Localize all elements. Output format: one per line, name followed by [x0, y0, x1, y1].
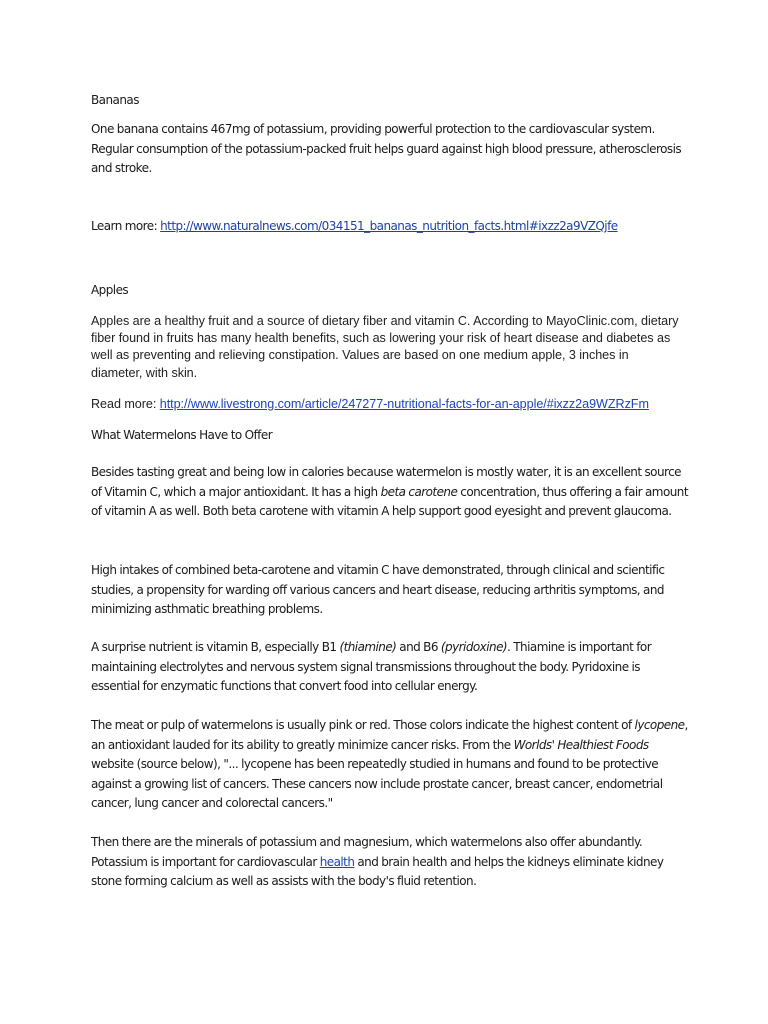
- text-span: Then there are the minerals of potassium and magnesium, which watermelons also offer abundantly. Potassium is important for cardiovascular: [91, 835, 643, 869]
- apples-paragraph: Apples are a healthy fruit and a source of dietary fiber and vitamin C. According to MayoClinic.com, dietary fiber found in fruits has many health benefits, such as lowering your risk of heart disease and diabetes as well as preventing and relieving constipation. Values are based on one medium apple, 3 inches in diameter, with skin.: [91, 314, 679, 380]
- italic-term: beta carotene: [380, 484, 458, 499]
- bananas-heading: Bananas: [91, 93, 139, 107]
- text-span: concentration, thus offering a fair amount of vitamin A as well. Both beta carotene with vitamin A help support good eyesight and prevent glaucoma.: [91, 484, 689, 519]
- italic-term: (thiamine): [339, 640, 397, 654]
- watermelons-paragraph-5: [91, 833, 691, 892]
- text-span: and B6: [396, 640, 441, 654]
- apples-read-more: [91, 396, 691, 413]
- text-span: and brain health and helps the kidneys eliminate kidney stone forming calcium as well as assists with the body's fluid retention.: [91, 854, 664, 889]
- apples-source-link[interactable]: http://www.livestrong.com/article/247277-nutritional-facts-for-an-apple/#ixzz2a9WZRzFm: [159, 397, 649, 411]
- text-span: , an antioxidant lauded for its ability to greatly minimize cancer risks. From the: [91, 718, 688, 752]
- bananas-learn-more: [91, 217, 691, 237]
- watermelons-paragraph-2: High intakes of combined beta-carotene and vitamin C have demonstrated, through clinical and scientific studies, a propensity for warding off various cancers and heart disease, reducing arthritis symptoms, and minimizing asthmatic breathing problems.: [91, 563, 665, 617]
- watermelons-paragraph-1: [91, 463, 691, 522]
- learn-more-label: Learn more:: [91, 219, 161, 233]
- text-span: A surprise nutrient is vitamin B, especially B1: [91, 640, 340, 654]
- italic-term: (pyridoxine): [440, 640, 508, 654]
- watermelons-paragraph-3: [91, 638, 691, 697]
- bananas-paragraph: One banana contains 467mg of potassium, providing powerful protection to the cardiovascular system. Regular consumption of the potassium-packed fruit helps guard against high blood pressure, atherosclerosis and stroke.: [91, 122, 682, 176]
- watermelons-heading: What Watermelons Have to Offer: [91, 428, 273, 442]
- italic-term: lycopene: [634, 718, 685, 732]
- health-link[interactable]: health: [319, 854, 355, 869]
- bananas-source-link[interactable]: http://www.naturalnews.com/034151_bananas_nutrition_facts.html#ixzz2a9VZQjfe: [160, 219, 618, 233]
- watermelons-paragraph-4: [91, 716, 691, 814]
- text-span: Besides tasting great and being low in calories because watermelon is mostly water, it is an excellent source of Vitamin C, which a major antioxidant. It has a high: [91, 465, 682, 499]
- apples-heading: Apples: [91, 283, 129, 297]
- text-span: website (source below), "... lycopene has been repeatedly studied in humans and found to be protective against a growing list of cancers. These cancers now include prostate cancer, breast cancer, endometrial cancer, lung cancer and colorectal cancers.": [91, 757, 663, 811]
- text-span: The meat or pulp of watermelons is usually pink or red. Those colors indicate the highest content of: [91, 718, 635, 732]
- text-span: . Thiamine is important for maintaining electrolytes and nervous system signal transmissions throughout the body. Pyridoxine is essential for enzymatic functions that convert food into cellular energy.: [91, 640, 652, 694]
- italic-term: Worlds' Healthiest Foods: [513, 737, 649, 752]
- read-more-label: Read more:: [91, 397, 160, 411]
